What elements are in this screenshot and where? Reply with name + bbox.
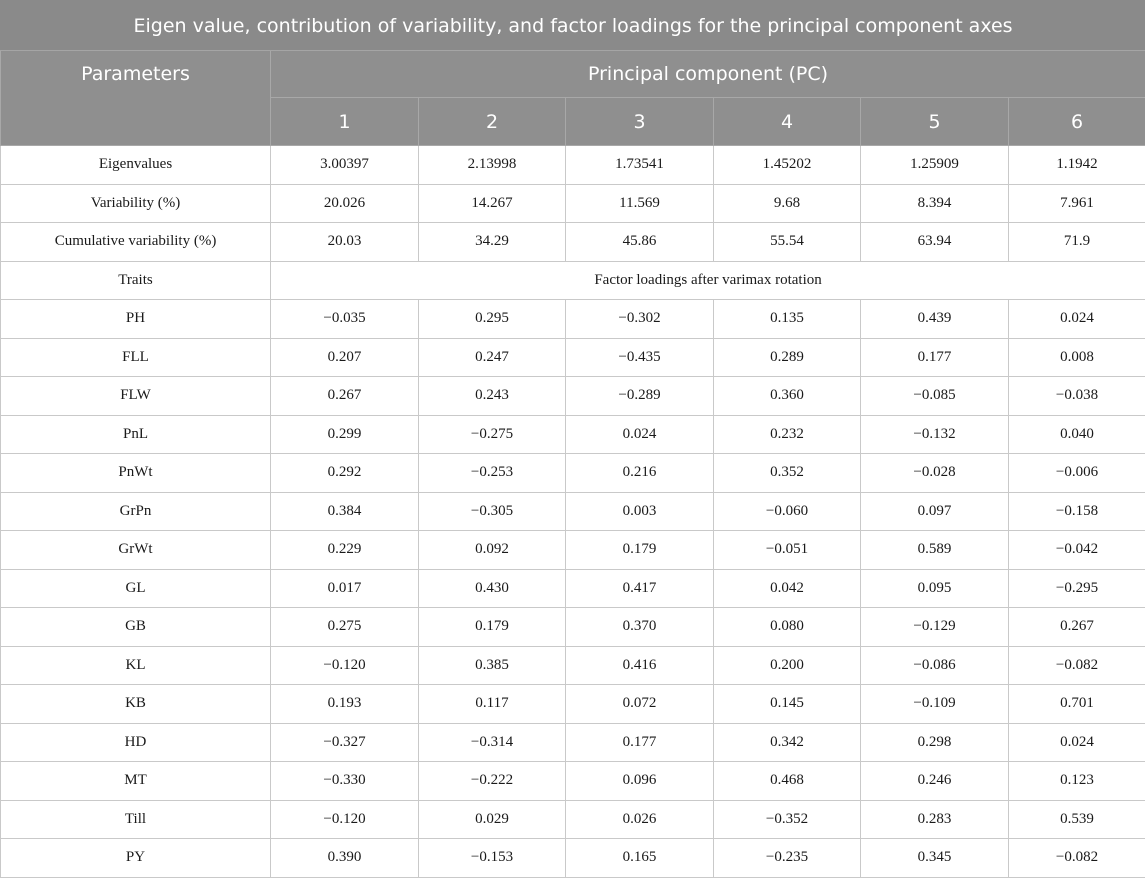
table-cell: −0.302	[566, 300, 714, 339]
table-cell: 0.042	[714, 569, 861, 608]
table-cell: 0.193	[271, 685, 419, 724]
table-cell: −0.129	[861, 608, 1009, 647]
principal-component-header: Principal component (PC)	[271, 51, 1145, 98]
row-label: PnL	[1, 415, 271, 454]
table-cell: 0.024	[1009, 300, 1145, 339]
table-cell: 0.267	[1009, 608, 1145, 647]
table-cell: −0.158	[1009, 492, 1145, 531]
table-cell: −0.305	[419, 492, 566, 531]
table-row	[1, 531, 1145, 570]
table-row	[1, 608, 1145, 647]
table-row	[1, 146, 1145, 185]
row-label: GrPn	[1, 492, 271, 531]
table-title: Eigen value, contribution of variability, and factor loadings for the principal component axes	[1, 1, 1145, 51]
table-cell: −0.235	[714, 839, 861, 878]
table-cell: 0.232	[714, 415, 861, 454]
row-label: PH	[1, 300, 271, 339]
row-label: FLW	[1, 377, 271, 416]
table-cell: 0.072	[566, 685, 714, 724]
row-label: MT	[1, 762, 271, 801]
table-cell: −0.352	[714, 800, 861, 839]
table-cell: −0.153	[419, 839, 566, 878]
table-cell: 0.390	[271, 839, 419, 878]
table-cell: 0.179	[566, 531, 714, 570]
table-cell: 20.026	[271, 184, 419, 223]
table-row	[1, 723, 1145, 762]
table-cell: 0.135	[714, 300, 861, 339]
table-cell: −0.086	[861, 646, 1009, 685]
table-cell: 0.342	[714, 723, 861, 762]
table-cell: −0.051	[714, 531, 861, 570]
table-cell: −0.289	[566, 377, 714, 416]
table-row	[1, 338, 1145, 377]
table-cell: 0.165	[566, 839, 714, 878]
table-cell: 0.092	[419, 531, 566, 570]
row-label: KB	[1, 685, 271, 724]
row-label: Till	[1, 800, 271, 839]
table-cell: 0.095	[861, 569, 1009, 608]
table-cell: −0.327	[271, 723, 419, 762]
table-cell: −0.082	[1009, 646, 1145, 685]
table-cell: −0.035	[271, 300, 419, 339]
pc-number-header: 1	[271, 98, 419, 146]
table-cell: 55.54	[714, 223, 861, 262]
table-cell: 0.384	[271, 492, 419, 531]
table-cell: 0.295	[419, 300, 566, 339]
table-cell: 0.097	[861, 492, 1009, 531]
table-cell: 0.360	[714, 377, 861, 416]
table-cell: 0.299	[271, 415, 419, 454]
table-cell: −0.435	[566, 338, 714, 377]
table-cell: 0.267	[271, 377, 419, 416]
table-cell: 0.416	[566, 646, 714, 685]
table-cell: −0.222	[419, 762, 566, 801]
table-cell: 0.247	[419, 338, 566, 377]
table-cell: 0.701	[1009, 685, 1145, 724]
table-cell: 1.73541	[566, 146, 714, 185]
table-cell: 0.017	[271, 569, 419, 608]
table-cell: 9.68	[714, 184, 861, 223]
table-row	[1, 454, 1145, 493]
row-label: HD	[1, 723, 271, 762]
table-cell: 0.117	[419, 685, 566, 724]
table-cell: 0.417	[566, 569, 714, 608]
table-cell: −0.060	[714, 492, 861, 531]
row-label: PnWt	[1, 454, 271, 493]
table-row	[1, 300, 1145, 339]
table-row	[1, 377, 1145, 416]
table-cell: 0.080	[714, 608, 861, 647]
table-cell: 0.352	[714, 454, 861, 493]
traits-header-row	[1, 261, 1145, 300]
table-cell: 14.267	[419, 184, 566, 223]
row-label: Cumulative variability (%)	[1, 223, 271, 262]
table-row	[1, 685, 1145, 724]
table-row	[1, 800, 1145, 839]
table-cell: 34.29	[419, 223, 566, 262]
table-cell: 0.200	[714, 646, 861, 685]
row-label: FLL	[1, 338, 271, 377]
pc-number-header: 5	[861, 98, 1009, 146]
table-cell: −0.120	[271, 800, 419, 839]
table-cell: 0.024	[1009, 723, 1145, 762]
table-cell: 0.385	[419, 646, 566, 685]
table-cell: 0.370	[566, 608, 714, 647]
table-cell: 45.86	[566, 223, 714, 262]
table-cell: 0.216	[566, 454, 714, 493]
table-cell: 63.94	[861, 223, 1009, 262]
table-cell: 0.003	[566, 492, 714, 531]
pc-number-header: 3	[566, 98, 714, 146]
table-cell: 0.539	[1009, 800, 1145, 839]
table-cell: 0.430	[419, 569, 566, 608]
row-label: Variability (%)	[1, 184, 271, 223]
table-cell: 0.439	[861, 300, 1009, 339]
table-cell: 0.179	[419, 608, 566, 647]
table-row	[1, 492, 1145, 531]
table-cell: −0.042	[1009, 531, 1145, 570]
table-cell: −0.330	[271, 762, 419, 801]
table-cell: 0.289	[714, 338, 861, 377]
table-cell: 1.45202	[714, 146, 861, 185]
row-label: GL	[1, 569, 271, 608]
table-cell: 0.026	[566, 800, 714, 839]
table-cell: −0.109	[861, 685, 1009, 724]
pc-number-header: 6	[1009, 98, 1145, 146]
table-cell: 20.03	[271, 223, 419, 262]
table-cell: 0.024	[566, 415, 714, 454]
row-label: Eigenvalues	[1, 146, 271, 185]
row-label: PY	[1, 839, 271, 878]
table-cell: 0.029	[419, 800, 566, 839]
table-cell: −0.038	[1009, 377, 1145, 416]
table-cell: 71.9	[1009, 223, 1145, 262]
row-label: GrWt	[1, 531, 271, 570]
table-cell: 0.040	[1009, 415, 1145, 454]
table-cell: 0.298	[861, 723, 1009, 762]
table-cell: −0.082	[1009, 839, 1145, 878]
row-label: GB	[1, 608, 271, 647]
table-cell: −0.132	[861, 415, 1009, 454]
table-cell: 0.096	[566, 762, 714, 801]
table-cell: 0.207	[271, 338, 419, 377]
table-cell: 7.961	[1009, 184, 1145, 223]
table-cell: 0.275	[271, 608, 419, 647]
table-cell: 11.569	[566, 184, 714, 223]
table-row	[1, 569, 1145, 608]
table-cell: 0.177	[861, 338, 1009, 377]
table-body	[1, 146, 1145, 878]
traits-label: Traits	[1, 261, 271, 300]
table-row	[1, 223, 1145, 262]
table-cell: −0.085	[861, 377, 1009, 416]
table-cell: −0.295	[1009, 569, 1145, 608]
table-cell: 0.243	[419, 377, 566, 416]
table-row	[1, 646, 1145, 685]
table-cell: 0.145	[714, 685, 861, 724]
table-row	[1, 415, 1145, 454]
table-row	[1, 839, 1145, 878]
table-cell: 3.00397	[271, 146, 419, 185]
pc-number-header: 4	[714, 98, 861, 146]
table-cell: −0.253	[419, 454, 566, 493]
table-row	[1, 184, 1145, 223]
table-cell: 0.345	[861, 839, 1009, 878]
table-cell: −0.275	[419, 415, 566, 454]
table-cell: 1.25909	[861, 146, 1009, 185]
table-cell: −0.120	[271, 646, 419, 685]
table-cell: 0.123	[1009, 762, 1145, 801]
table-cell: 0.468	[714, 762, 861, 801]
table-cell: 0.292	[271, 454, 419, 493]
table-cell: 0.283	[861, 800, 1009, 839]
table-cell: 8.394	[861, 184, 1009, 223]
table-cell: 1.1942	[1009, 146, 1145, 185]
table-cell: −0.028	[861, 454, 1009, 493]
table-cell: 0.008	[1009, 338, 1145, 377]
table-cell: −0.006	[1009, 454, 1145, 493]
table-cell: 2.13998	[419, 146, 566, 185]
parameters-header: Parameters	[1, 51, 271, 146]
table-cell: −0.314	[419, 723, 566, 762]
table-cell: 0.246	[861, 762, 1009, 801]
table-cell: 0.177	[566, 723, 714, 762]
table-row	[1, 762, 1145, 801]
table-cell: 0.589	[861, 531, 1009, 570]
factor-loadings-caption: Factor loadings after varimax rotation	[271, 261, 1145, 300]
pc-number-header: 2	[419, 98, 566, 146]
row-label: KL	[1, 646, 271, 685]
table-cell: 0.229	[271, 531, 419, 570]
